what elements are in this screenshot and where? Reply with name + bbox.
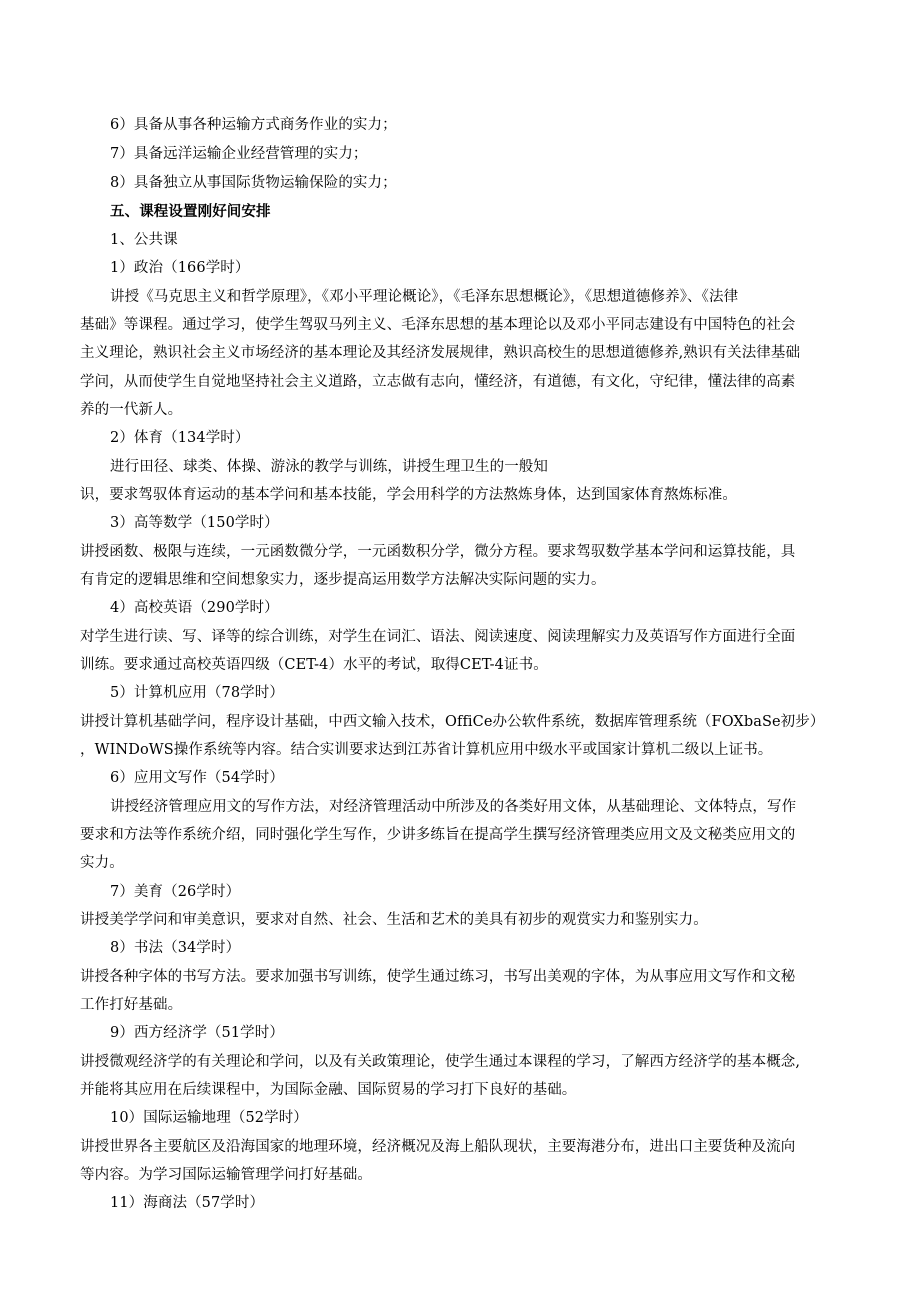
course-title-computer: 5）计算机应用（78学时） <box>110 685 284 701</box>
course-title-aesthetics: 7）美育（26学时） <box>110 884 241 900</box>
course-text-line: 工作打好基础。 <box>80 997 183 1013</box>
course-text-line: ，WINDoWS操作系统等内容。结合实训要求达到江苏省计算机应用中级水平或国家计算机二级以上证书。 <box>80 742 773 758</box>
ability-item-6: 6）具备从事各种运输方式商务作业的实力； <box>110 117 397 133</box>
course-title-politics: 1）政治（166学时） <box>110 260 250 276</box>
course-title-calligraphy: 8）书法（34学时） <box>110 940 241 956</box>
course-title-economics: 9）西方经济学（51学时） <box>110 1025 284 1041</box>
course-text-line: 要求和方法等作系统介绍，同时强化学生写作，少讲多练旨在提高学生撰写经济管理类应用文及文秘类应用文的 <box>80 827 796 843</box>
course-text-line: 实力。 <box>80 855 124 871</box>
course-text-line: 讲授世界各主要航区及沿海国家的地理环境，经济概况及海上船队现状，主要海港分布，进出口主要货种及流向 <box>80 1139 796 1155</box>
course-title-writing: 6）应用文写作（54学时） <box>110 770 284 786</box>
section-heading: 五、课程设置刚好间安排 <box>110 203 271 220</box>
course-title-english: 4）高校英语（290学时） <box>110 600 279 616</box>
sub-heading: 1、公共课 <box>110 232 178 248</box>
course-text-line: 讲授函数、极限与连续，一元函数微分学，一元函数积分学，微分方程。要求驾驭数学基本学问和运算技能，具 <box>80 544 796 560</box>
course-text-line: 识，要求驾驭体育运动的基本学问和基本技能，学会用科学的方法熬炼身体，达到国家体育熬炼标准。 <box>80 487 737 503</box>
course-text-line: 训练。要求通过高校英语四级（CET-4）水平的考试，取得CET-4证书。 <box>80 657 548 673</box>
course-text-line: 讲授《马克思主义和哲学原理》，《邓小平理论概论》，《毛泽东思想概论》，《思想道德修养》、《法律 <box>110 289 739 305</box>
course-title-maritime-law: 11）海商法（57学时） <box>110 1195 265 1211</box>
course-text-line: 讲授计算机基础学问，程序设计基础，中西文输入技术，OffiCe办公软件系统，数据库管理系统（FOXbaSe初步） <box>80 714 825 730</box>
course-text-line: 等内容。为学习国际运输管理学问打好基础。 <box>80 1167 372 1183</box>
course-text-line: 讲授各种字体的书写方法。要求加强书写训练，使学生通过练习，书写出美观的字体，为从事应用文写作和文秘 <box>80 969 796 985</box>
course-text-line: 并能将其应用在后续课程中，为国际金融、国际贸易的学习打下良好的基础。 <box>80 1082 577 1098</box>
course-text-line: 有肯定的逻辑思维和空间想象实力，逐步提高运用数学方法解决实际问题的实力。 <box>80 572 606 588</box>
course-title-math: 3）高等数学（150学时） <box>110 515 279 531</box>
course-text-line: 讲授美学学问和审美意识，要求对自然、社会、生活和艺术的美具有初步的观赏实力和鉴别实力。 <box>80 912 708 928</box>
course-text-line: 讲授经济管理应用文的写作方法，对经济管理活动中所涉及的各类好用文体，从基础理论、文体特点，写作 <box>110 799 797 815</box>
course-title-pe: 2）体育（134学时） <box>110 430 250 446</box>
course-text-line: 养的一代新人。 <box>80 402 183 418</box>
course-text-line: 讲授微观经济学的有关理论和学问，以及有关政策理论，使学生通过本课程的学习，了解西方经济学的基本概念, <box>80 1054 801 1070</box>
course-text-line: 主义理论，熟识社会主义市场经济的基本理论及其经济发展规律，熟识高校生的思想道德修养,熟识有关法律基础 <box>80 345 801 361</box>
ability-item-7: 7）具备远洋运输企业经营管理的实力； <box>110 146 368 162</box>
course-text-line: 进行田径、球类、体操、游泳的教学与训练，讲授生理卫生的一般知 <box>110 459 548 475</box>
course-text-line: 学问，从而使学生自觉地坚持社会主义道路，立志做有志向，懂经济，有道德，有文化，守纪律，懂法律的高素 <box>80 374 796 390</box>
course-title-transport-geography: 10）国际运输地理（52学时） <box>110 1110 308 1126</box>
course-text-line: 对学生进行读、写、译等的综合训练，对学生在词汇、语法、阅读速度、阅读理解实力及英语写作方面进行全面 <box>80 629 796 645</box>
course-text-line: 基础》等课程。通过学习，使学生驾驭马列主义、毛泽东思想的基本理论以及邓小平同志建设有中国特色的社会 <box>80 317 796 333</box>
ability-item-8: 8）具备独立从事国际货物运输保险的实力； <box>110 175 397 191</box>
